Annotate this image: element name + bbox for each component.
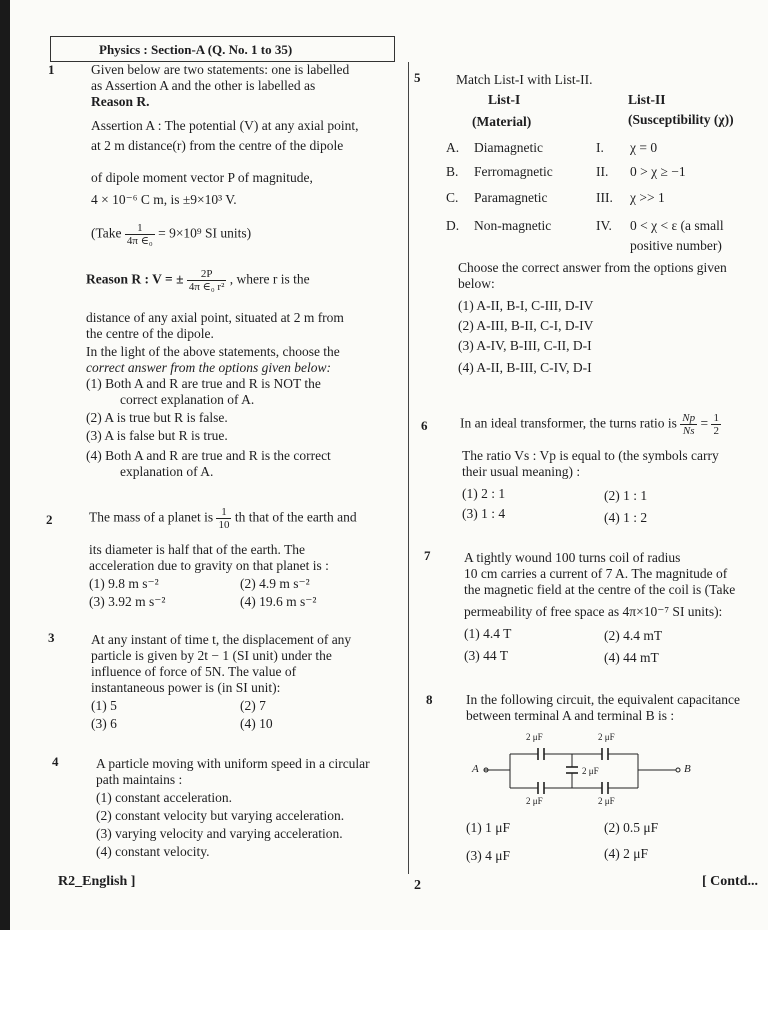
section-title: Physics : Section-A (Q. No. 1 to 35) bbox=[99, 42, 293, 57]
q3-line: At any instant of time t, the displacement of any bbox=[91, 632, 352, 647]
q1-line: distance of any axial point, situated at 2 m from bbox=[86, 310, 344, 325]
footer-contd: [ Contd... bbox=[702, 874, 759, 889]
q2-text: The mass of a planet is bbox=[89, 509, 214, 525]
fraction bbox=[711, 412, 721, 437]
option: (1) 9.8 m s⁻² bbox=[89, 576, 159, 591]
list-header: (Material) bbox=[472, 114, 532, 129]
question-number: 7 bbox=[424, 548, 431, 563]
denominator: 2 bbox=[713, 425, 719, 437]
terminal-a: A bbox=[472, 763, 479, 775]
fraction bbox=[216, 506, 231, 531]
q7-line: A tightly wound 100 turns coil of radius bbox=[464, 550, 681, 565]
q6-line bbox=[460, 412, 721, 437]
question-number: 1 bbox=[48, 62, 55, 77]
q5-line: Choose the correct answer from the options given bbox=[458, 260, 727, 275]
option: (3) 1 : 4 bbox=[462, 506, 506, 521]
option: (4) 1 : 2 bbox=[604, 510, 648, 525]
option: (2) A-III, B-II, C-I, D-IV bbox=[458, 318, 594, 333]
option: (3) 3.92 m s⁻² bbox=[89, 594, 166, 609]
match-material: Diamagnetic bbox=[474, 140, 543, 155]
q3-line: influence of force of 5N. The value of bbox=[91, 664, 297, 679]
cap-label: 2 μF bbox=[598, 732, 615, 742]
fraction bbox=[187, 268, 227, 293]
question-number: 5 bbox=[414, 70, 421, 85]
reason-post: , where r is the bbox=[229, 271, 310, 287]
list-header: (Susceptibility (χ)) bbox=[628, 112, 734, 127]
option: (2) constant velocity but varying acceleration. bbox=[96, 808, 345, 823]
question-number: 4 bbox=[52, 754, 59, 769]
terminal-b: B bbox=[684, 763, 691, 775]
option: (2) 4.9 m s⁻² bbox=[240, 576, 310, 591]
q1-take-pre: (Take bbox=[91, 225, 122, 241]
option: (2) 1 : 1 bbox=[604, 488, 648, 503]
capacitor-circuit bbox=[472, 732, 702, 812]
option: (3) A is false but R is true. bbox=[86, 428, 228, 443]
option: (3) 44 T bbox=[464, 648, 508, 663]
q6-line: their usual meaning) : bbox=[462, 464, 581, 479]
column-divider bbox=[408, 62, 409, 874]
scan-background bbox=[0, 930, 768, 1024]
q2-line: acceleration due to gravity on that planet is : bbox=[89, 558, 329, 573]
option: (4) 10 bbox=[240, 716, 273, 731]
option-cont: explanation of A. bbox=[120, 464, 214, 479]
match-value-cont: positive number) bbox=[630, 238, 722, 253]
scan-edge bbox=[0, 0, 10, 930]
option-marked: (4) constant velocity. bbox=[96, 844, 210, 859]
footer-code: R2_English ] bbox=[58, 874, 136, 889]
option: (1) A-II, B-I, C-III, D-IV bbox=[458, 298, 594, 313]
numerator: 1 bbox=[216, 506, 231, 519]
q4-line: path maintains : bbox=[96, 772, 183, 787]
q1-line: Reason R. bbox=[91, 94, 150, 109]
match-key: B. bbox=[446, 164, 459, 179]
fraction bbox=[680, 412, 697, 437]
option: (2) A is true but R is false. bbox=[86, 410, 228, 425]
match-key: A. bbox=[446, 140, 460, 155]
option: (4) 44 mT bbox=[604, 650, 659, 665]
option: (4) 19.6 m s⁻² bbox=[240, 594, 317, 609]
list-header: List-II bbox=[628, 92, 666, 107]
q2-text: th that of the earth and bbox=[234, 509, 357, 525]
q5-line: below: bbox=[458, 276, 495, 291]
q1-take bbox=[91, 222, 251, 247]
q2-line: its diameter is half that of the earth. The bbox=[89, 542, 306, 557]
cap-label: 2 μF bbox=[598, 796, 615, 806]
denominator: 10 bbox=[218, 519, 230, 531]
match-roman: IV. bbox=[596, 218, 612, 233]
match-value: 0 < χ < ε (a small bbox=[630, 218, 724, 233]
match-roman: III. bbox=[596, 190, 613, 205]
option-marked: (2) 7 bbox=[240, 698, 266, 713]
match-value: χ >> 1 bbox=[630, 190, 665, 205]
option: (1) 5 bbox=[91, 698, 117, 713]
q1-line: correct answer from the options given below: bbox=[86, 360, 331, 375]
q3-line: instantaneous power is (in SI unit): bbox=[91, 680, 281, 695]
match-value: 0 > χ ≥ −1 bbox=[630, 164, 686, 179]
option: (1) Both A and R are true and R is NOT the bbox=[86, 376, 321, 391]
q1-line: Given below are two statements: one is labelled bbox=[91, 62, 350, 77]
cap-label: 2 μF bbox=[582, 766, 599, 776]
q1-line: at 2 m distance(r) from the centre of the dipole bbox=[91, 138, 344, 153]
option: (3) 6 bbox=[91, 716, 117, 731]
q8-line: between terminal A and terminal B is : bbox=[466, 708, 675, 723]
q7-line: permeability of free space as 4π×10⁻⁷ SI units): bbox=[464, 604, 723, 619]
option: (1) 2 : 1 bbox=[462, 486, 506, 501]
q6-text: In an ideal transformer, the turns ratio is bbox=[460, 415, 677, 431]
match-material: Ferromagnetic bbox=[474, 164, 553, 179]
option-marked: (3) A-IV, B-III, C-II, D-I bbox=[458, 338, 592, 353]
denominator: 4π ∈₀ r² bbox=[188, 281, 225, 293]
question-number: 8 bbox=[426, 692, 433, 707]
question-number: 2 bbox=[46, 512, 53, 527]
numerator: 1 bbox=[125, 222, 155, 235]
q1-line: of dipole moment vector P of magnitude, bbox=[91, 170, 313, 185]
q7-line: the magnetic field at the centre of the coil is (Take bbox=[464, 582, 736, 597]
q1-assertion: Assertion A : The potential (V) at any axial point, bbox=[91, 118, 359, 133]
denominator: Ns bbox=[682, 425, 695, 437]
option-cont: correct explanation of A. bbox=[120, 392, 255, 407]
q2-line bbox=[89, 506, 357, 531]
q1-line: the centre of the dipole. bbox=[86, 326, 214, 341]
page-number: 2 bbox=[414, 878, 421, 893]
option: (1) constant acceleration. bbox=[96, 790, 233, 805]
question-number: 6 bbox=[421, 418, 428, 433]
cap-label: 2 μF bbox=[526, 796, 543, 806]
q3-line: particle is given by 2t − 1 (SI unit) under the bbox=[91, 648, 332, 663]
q4-line: A particle moving with uniform speed in a circular bbox=[96, 756, 370, 771]
option: (2) 4.4 mT bbox=[604, 628, 663, 643]
option: (1) 1 μF bbox=[466, 820, 510, 835]
q5-line: Match List-I with List-II. bbox=[456, 72, 593, 87]
q1-line: 4 × 10⁻⁶ C m, is ±9×10³ V. bbox=[91, 192, 237, 207]
numerator: 2P bbox=[187, 268, 227, 281]
match-roman: II. bbox=[596, 164, 609, 179]
option: (4) 2 μF bbox=[604, 846, 648, 861]
q1-take-post: = 9×10⁹ SI units) bbox=[158, 225, 252, 241]
option: (3) 4 μF bbox=[466, 848, 510, 863]
q7-line: 10 cm carries a current of 7 A. The magnitude of bbox=[464, 566, 728, 581]
denominator: 4π ∈₀ bbox=[126, 235, 153, 247]
option-marked: (4) Both A and R are true and R is the correct bbox=[86, 448, 331, 463]
q1-reason bbox=[86, 268, 310, 293]
cap-label: 2 μF bbox=[526, 732, 543, 742]
equals: = bbox=[700, 415, 709, 431]
question-number: 3 bbox=[48, 630, 55, 645]
q1-line: as Assertion A and the other is labelled as bbox=[91, 78, 316, 93]
match-roman: I. bbox=[596, 140, 604, 155]
match-key: C. bbox=[446, 190, 459, 205]
match-value: χ = 0 bbox=[630, 140, 658, 155]
reason-label: Reason R : V = ± bbox=[86, 271, 184, 287]
fraction bbox=[125, 222, 155, 247]
match-key: D. bbox=[446, 218, 460, 233]
numerator: 1 bbox=[713, 412, 719, 424]
q6-line: The ratio Vs : Vp is equal to (the symbols carry bbox=[462, 448, 719, 463]
match-material: Paramagnetic bbox=[474, 190, 548, 205]
q1-line: In the light of the above statements, choose the bbox=[86, 344, 340, 359]
option: (3) varying velocity and varying acceleration. bbox=[96, 826, 343, 841]
match-material: Non-magnetic bbox=[474, 218, 552, 233]
option: (4) A-II, B-III, C-IV, D-I bbox=[458, 360, 592, 375]
section-header bbox=[50, 36, 395, 62]
list-header: List-I bbox=[488, 92, 521, 107]
option-marked: (2) 0.5 μF bbox=[604, 820, 659, 835]
option: (1) 4.4 T bbox=[464, 626, 512, 641]
numerator: Np bbox=[682, 412, 696, 424]
q8-line: In the following circuit, the equivalent capacitance bbox=[466, 692, 741, 707]
